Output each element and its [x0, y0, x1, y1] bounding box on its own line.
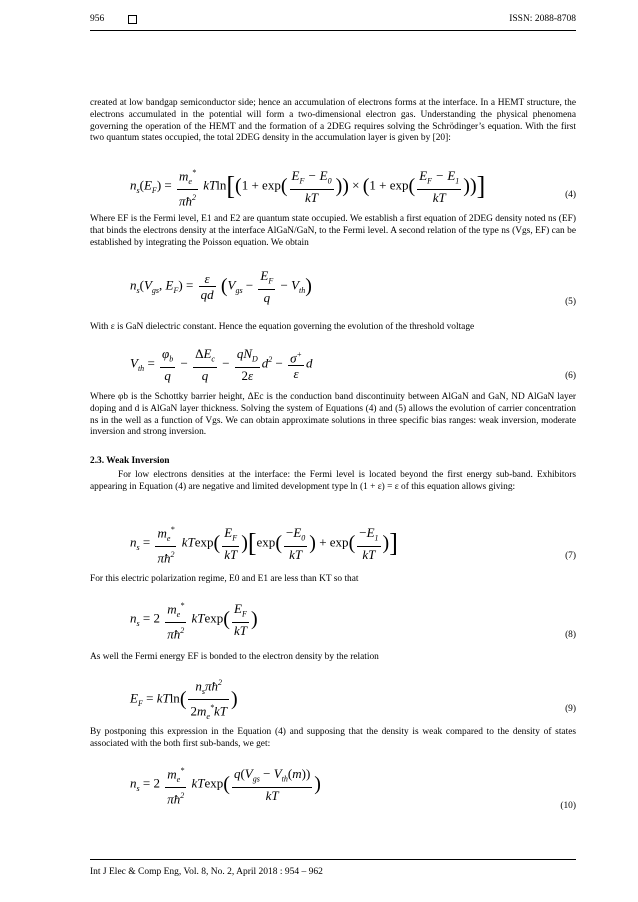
equation-number-7: (7)	[565, 551, 576, 561]
header-rule	[90, 30, 576, 31]
paragraph-6: For this electric polarization regime, E0 and E1 are less than KT so that	[90, 574, 359, 584]
footer-rule	[90, 859, 576, 860]
paragraph-5: For low electrons densities at the interface: the Fermi level is located beyond the first energy sub-band. Exhibitors appearing in Equation (4) are negative and limited development type ln (1 + ε) = ε of this equation allows giving:	[90, 470, 576, 492]
paragraph-7: As well the Fermi energy EF is bonded to the electron density by the relation	[90, 652, 379, 662]
page-number: 956	[90, 14, 105, 24]
equation-4: $n_s(E_F)$ = $\frac{m_e^*}{\pi ħ^2}$ kTln[(1 + exp( $\frac{E_F - E_0}{kT}$ )) × (1 + exp( $\frac{E_F - E_1}{kT}$ ))]	[130, 165, 485, 208]
equation-number-8: (8)	[565, 630, 576, 640]
equation-number-9: (9)	[565, 704, 576, 714]
paragraph-8: By postponing this expression in the Equation (4) and supposing that the density is weak compared to the density of states associated with the both first sub-bands, we get:	[90, 727, 576, 749]
equation-5: $n_s(V_{gs}$, $E_F$) = $\frac{\varepsilon}{qd}$ ($V_{gs}$ − $\frac{E_F}{q}$ − $V_{th}$)	[130, 268, 312, 305]
equation-7: $n_s$ = $\frac{m_e^*}{\pi ħ^2}$ kTexp( $\frac{E_F}{kT}$ )[exp( $\frac{-E_0}{kT}$ ) + exp( $\frac{-E_1}{kT}$ )]	[130, 522, 398, 565]
equation-number-6: (6)	[565, 371, 576, 381]
issn: ISSN: 2088-8708	[509, 14, 576, 24]
equation-10: $n_s = 2$ $\frac{m_e^*}{\pi ħ^2}$ kTexp( $\frac{q(V_{gs} - V_{th}(m))}{kT}$ )	[130, 763, 321, 806]
equation-number-4: (4)	[565, 190, 576, 200]
equation-number-10: (10)	[560, 801, 576, 811]
paragraph-4: Where φb is the Schottky barrier height, ΔEc is the conduction band discontinuity between AlGaN and GaN, ND AlGaN layer doping and d is AlGaN layer thickness. Solving the system of Equations (4) and (5) allows the evolution of carrier concentration ns in the well as a function of Vgs. We can obtain approximate solutions in three specific bias ranges: weak inversion, moderate inversion and strong inversion.	[90, 392, 576, 438]
section-heading: 2.3. Weak Inversion	[90, 456, 170, 466]
equation-number-5: (5)	[565, 297, 576, 307]
paragraph-1: created at low bandgap semiconductor side; hence an accumulation of electrons forms at the interface. In a HEMT structure, the electrons accumulated in the potential will form a two-dimensional electron gas. Understanding the physical phenomena governing the operation of the HEMT and the formation of a 2DEG requires solving the Schrödinger’s equation. With the first two quantum states occupied, the total 2DEG density in the accumulation layer is given by [20]:	[90, 98, 576, 144]
square-icon	[128, 15, 137, 24]
page-footer: Int J Elec & Comp Eng, Vol. 8, No. 2, April 2018 : 954 – 962	[90, 867, 323, 877]
equation-6: $V_{th}$ = $\frac{\varphi_b}{q}$ − $\frac{\Delta E_c}{q}$ − $\frac{qN_D}{2\varepsilon}$ $d^2$ − $\frac{\sigma^+}{\varepsilon}$ d	[130, 346, 313, 383]
equation-9: $E_F = kTln$( $\frac{n_s\pi ħ^2}{2m_e^*kT}$ )	[130, 675, 238, 724]
paragraph-2: Where EF is the Fermi level, E1 and E2 are quantum state occupied. We establish a first equation of 2DEG density noted ns (EF) that binds the electrons density at the interface AlGaN/GaN, to the Fermi level. A second relation of the type ns (Vgs, EF) can be established by integrating the Poisson equation. We obtain	[90, 214, 576, 248]
paragraph-3: With ε is GaN dielectric constant. Hence the equation governing the evolution of the threshold voltage	[90, 322, 475, 332]
equation-8: $n_s = 2$ $\frac{m_e^*}{\pi ħ^2}$ kTexp( $\frac{E_F}{kT}$ )	[130, 598, 258, 641]
